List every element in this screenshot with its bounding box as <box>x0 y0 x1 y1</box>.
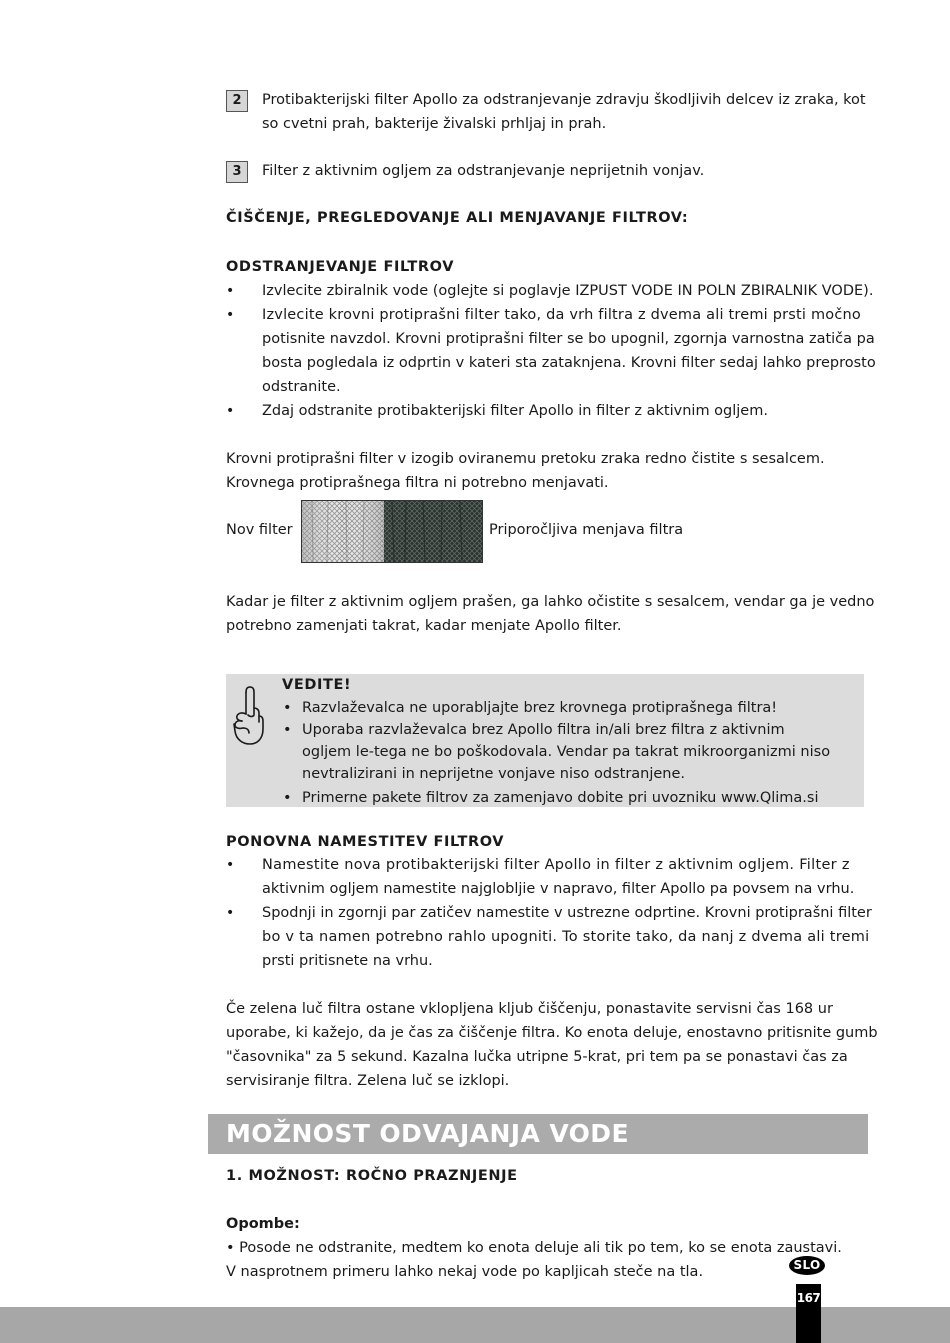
new-filter-label: Nov filter <box>226 522 293 538</box>
pointing-hand-icon <box>231 684 267 748</box>
bullet-dot: • <box>226 283 235 299</box>
item-text-line: Protibakterijski filter Apollo za odstranjevanje zdravju škodljivih delcev iz zraka, kot <box>262 92 866 108</box>
bullet-dot: • <box>226 857 235 873</box>
item-text-line: Filter z aktivnim ogljem za odstranjevanje neprijetnih vonjav. <box>262 163 705 179</box>
bullet-dot: • <box>226 307 235 323</box>
note-bullet-line: ogljem le-tega ne bo poškodovala. Vendar pa takrat mikroorganizmi niso <box>302 744 831 760</box>
carbon-paragraph-line: potrebno zamenjati takrat, kadar menjate Apollo filter. <box>226 618 622 634</box>
section-title: MOŽNOST ODVAJANJA VODE <box>226 1119 629 1148</box>
removal-bullet-line: bosta pogledala iz odprtin v kateri sta zataknjena. Krovni filter sedaj lahko preprosto <box>262 355 876 371</box>
reinstall-bullet-line: aktivnim ogljem namestite najglobljie v napravo, filter Apollo pa povsem na vrhu. <box>262 881 855 897</box>
notes-line: V nasprotnem primeru lahko nekaj vode po kapljicah steče na tla. <box>226 1264 704 1280</box>
removal-heading: ODSTRANJEVANJE FILTROV <box>226 259 455 275</box>
language-badge: SLO <box>789 1256 825 1275</box>
removal-bullet-line: Izvlecite krovni protiprašni filter tako, da vrh filtra z dvema ali tremi prsti močno <box>262 307 861 323</box>
bullet-dot: • <box>226 905 235 921</box>
note-bullet-line: nevtralizirani in neprijetne vonjave niso odstranjene. <box>302 766 686 782</box>
item-number-box: 3 <box>226 161 248 183</box>
carbon-paragraph-line: Kadar je filter z aktivnim ogljem prašen, ga lahko očistite s sesalcem, vendar ga je vedno <box>226 594 875 610</box>
reinstall-bullet-line: Spodnji in zgornji par zatičev namestite v ustrezne odprtine. Krovni protiprašni filter <box>262 905 872 921</box>
reinstall-bullet-line: Namestite nova protibakterijski filter Apollo in filter z aktivnim ogljem. Filter z <box>262 857 850 873</box>
filter-comparison-image <box>301 500 483 563</box>
note-bullet-line: Razvlaževalca ne uporabljajte brez krovnega protiprašnega filtra! <box>302 700 778 716</box>
reset-paragraph-line: servisiranje filtra. Zelena luč se izklopi. <box>226 1073 510 1089</box>
vacuum-paragraph-line: Krovnega protiprašnega filtra ni potrebno menjavati. <box>226 475 609 491</box>
item-text-line: so cvetni prah, bakterije živalski prhljaj in prah. <box>262 116 607 132</box>
note-bullet-line: Uporaba razvlaževalca brez Apollo filtra in/ali brez filtra z aktivnim <box>302 722 785 738</box>
reinstall-bullet-line: bo v ta namen potrebno rahlo upogniti. To storite tako, da nanj z dvema ali tremi <box>262 929 870 945</box>
note-bullet-line: Primerne pakete filtrov za zamenjavo dobite pri uvozniku www.Qlima.si <box>302 790 819 806</box>
replace-filter-label: Priporočljiva menjava filtra <box>489 522 684 538</box>
removal-bullet-line: Zdaj odstranite protibakterijski filter Apollo in filter z aktivnim ogljem. <box>262 403 768 419</box>
page-number: 167 <box>796 1291 821 1305</box>
main-heading: ČIŠČENJE, PREGLEDOVANJE ALI MENJAVANJE FILTROV: <box>226 210 689 226</box>
reinstall-heading: PONOVNA NAMESTITEV FILTROV <box>226 834 505 850</box>
removal-bullet-line: odstranite. <box>262 379 341 395</box>
reinstall-bullet-line: prsti pritisnete na vrhu. <box>262 953 433 969</box>
note-title: VEDITE! <box>282 677 352 693</box>
section-subheading: 1. MOŽNOST: ROČNO PRAZNJENJE <box>226 1168 518 1184</box>
bullet-dot: • <box>283 790 292 806</box>
item-number-box: 2 <box>226 90 248 112</box>
bullet-dot: • <box>226 403 235 419</box>
bullet-dot: • <box>283 722 292 738</box>
vacuum-paragraph-line: Krovni protiprašni filter v izogib oviranemu pretoku zraka redno čistite s sesalcem. <box>226 451 825 467</box>
bullet-dot: • <box>283 700 292 716</box>
reset-paragraph-line: "časovnika" za 5 sekund. Kazalna lučka utripne 5-krat, pri tem pa se ponastavi čas za <box>226 1049 848 1065</box>
removal-bullet-line: potisnite navzdol. Krovni protiprašni filter se bo upognil, zgornja varnostna zatiča pa <box>262 331 875 347</box>
reset-paragraph-line: Če zelena luč filtra ostane vklopljena kljub čiščenju, ponastavite servisni čas 168 ur <box>226 1001 833 1017</box>
notes-label: Opombe: <box>226 1216 300 1232</box>
removal-bullet-line: Izvlecite zbiralnik vode (oglejte si poglavje IZPUST VODE IN POLN ZBIRALNIK VODE). <box>262 283 874 299</box>
reset-paragraph-line: uporabe, ki kažejo, da je čas za čiščenje filtra. Ko enota deluje, enostavno pritisnite gumb <box>226 1025 878 1041</box>
notes-line: • Posode ne odstranite, medtem ko enota deluje ali tik po tem, ko se enota zaustavi. <box>226 1240 842 1256</box>
